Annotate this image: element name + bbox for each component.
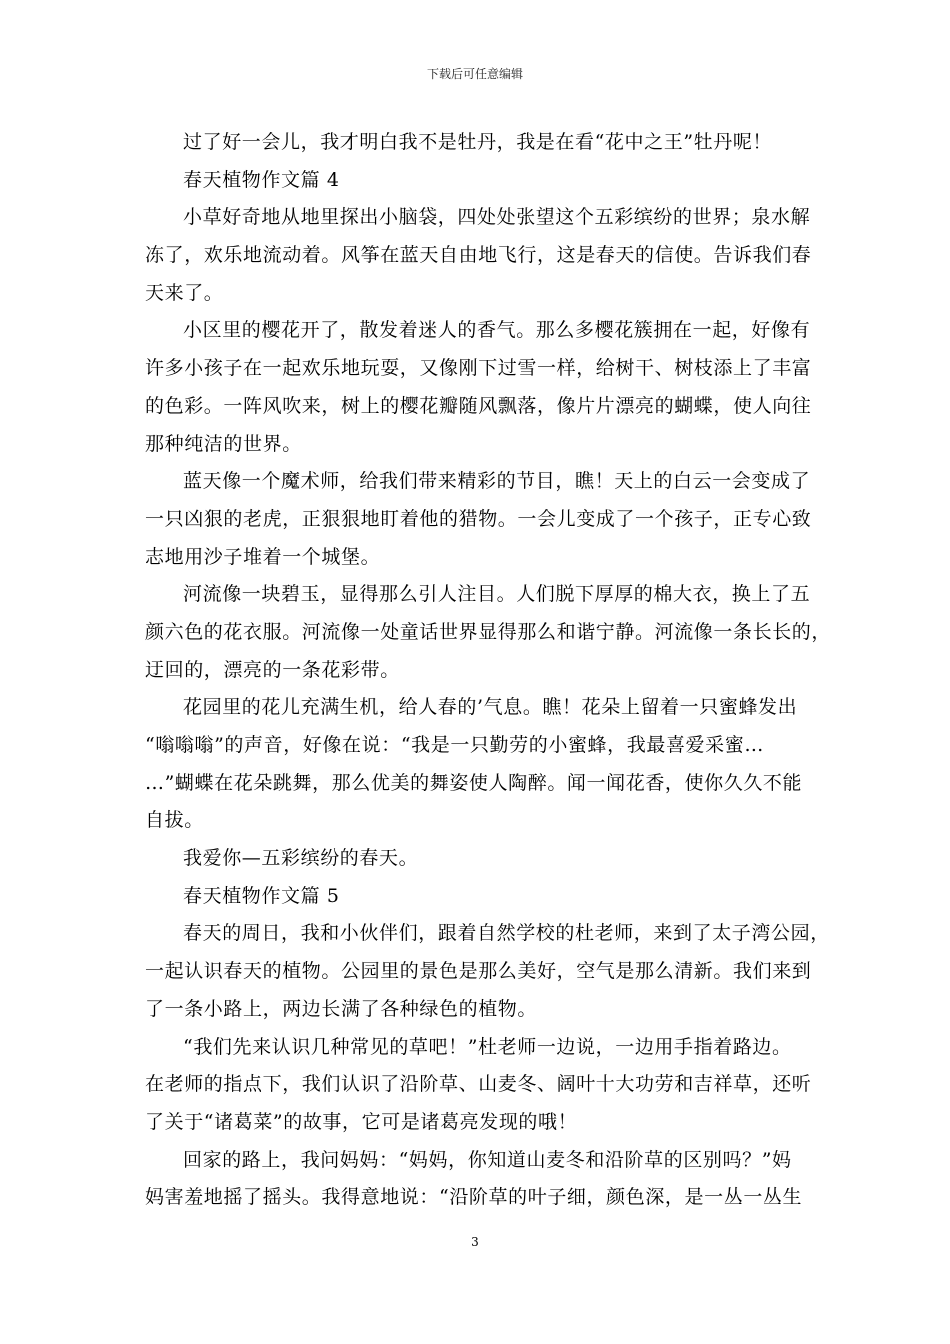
text-line: 回家的路上，我问妈妈：“妈妈，你知道山麦冬和沿阶草的区别吗？”妈 bbox=[183, 1148, 792, 1171]
text-line: 花园里的花儿充满生机，给人春的’气息。瞧！花朵上留着一只蜜蜂发出 bbox=[183, 696, 798, 719]
text-line: 自拔。 bbox=[145, 809, 204, 832]
text-line: 迂回的，漂亮的一条花彩带。 bbox=[145, 658, 400, 681]
document-body bbox=[145, 124, 832, 1217]
text-line: 妈害羞地摇了摇头。我得意地说：“沿阶草的叶子细，颜色深，是一丛一丛生 bbox=[145, 1186, 803, 1209]
text-line: 我爱你—五彩缤纷的春天。 bbox=[183, 847, 419, 870]
text-line: “我们先来认识几种常见的草吧！”杜老师一边说，一边用手指着路边。 bbox=[183, 1035, 792, 1058]
text-line: 那种纯洁的世界。 bbox=[145, 432, 302, 455]
text-line: 春天的周日，我和小伙伴们，跟着自然学校的杜老师，来到了太子湾公园， bbox=[183, 922, 830, 945]
text-line: 天来了。 bbox=[145, 281, 224, 304]
text-line: 许多小孩子在一起欢乐地玩耍，又像刚下过雪一样，给树干、树枝添上了丰富 bbox=[145, 357, 812, 380]
text-line: 一起认识春天的植物。公园里的景色是那么美好，空气是那么清新。我们来到 bbox=[145, 960, 812, 983]
text-line: 志地用沙子堆着一个城堡。 bbox=[145, 545, 381, 568]
page-header: 下载后可任意编辑 bbox=[426, 67, 523, 81]
text-line: 了关于“诸葛菜”的故事，它可是诸葛亮发现的哦！ bbox=[145, 1110, 578, 1133]
text-line: 了一条小路上，两边长满了各种绿色的植物。 bbox=[145, 997, 538, 1020]
text-line: …”蝴蝶在花朵跳舞，那么优美的舞姿使人陶醉。闻一闻花香，使你久久不能 bbox=[145, 771, 803, 794]
page-number: 3 bbox=[471, 1235, 479, 1249]
text-line: 春天植物作文篇 5 bbox=[183, 884, 340, 907]
text-line: 冻了，欢乐地流动着。风筝在蓝天自由地飞行，这是春天的信使。告诉我们春 bbox=[145, 244, 812, 267]
text-line: 蓝天像一个魔术师，给我们带来精彩的节目，瞧！天上的白云一会变成了 bbox=[183, 470, 811, 493]
text-line: 小区里的樱花开了，散发着迷人的香气。那么多樱花簇拥在一起，好像有 bbox=[183, 319, 811, 342]
text-line: 的色彩。一阵风吹来，树上的樱花瓣随风飘落，像片片漂亮的蝴蝶，使人向往 bbox=[145, 394, 812, 417]
text-line: 小草好奇地从地里探出小脑袋，四处处张望这个五彩缤纷的世界；泉水解 bbox=[183, 206, 811, 229]
text-line: 过了好一会儿，我才明白我不是牡丹，我是在看“花中之王”牡丹呢！ bbox=[183, 131, 773, 153]
text-line: 颜六色的花衣服。河流像一处童话世界显得那么和谐宁静。河流像一条长长的， bbox=[145, 620, 832, 643]
text-line: 河流像一块碧玉，显得那么引人注目。人们脱下厚厚的棉大衣，换上了五 bbox=[183, 583, 811, 606]
text-line: “嗡嗡嗡”的声音，好像在说：“我是一只勤劳的小蜜蜂，我最喜爱采蜜… bbox=[145, 734, 764, 756]
text-line: 春天植物作文篇 4 bbox=[183, 168, 340, 191]
text-line: 一只凶狠的老虎，正狠狠地盯着他的猎物。一会儿变成了一个孩子，正专心致 bbox=[145, 507, 812, 530]
text-line: 在老师的指点下，我们认识了沿阶草、山麦冬、阔叶十大功劳和吉祥草，还听 bbox=[145, 1073, 812, 1096]
